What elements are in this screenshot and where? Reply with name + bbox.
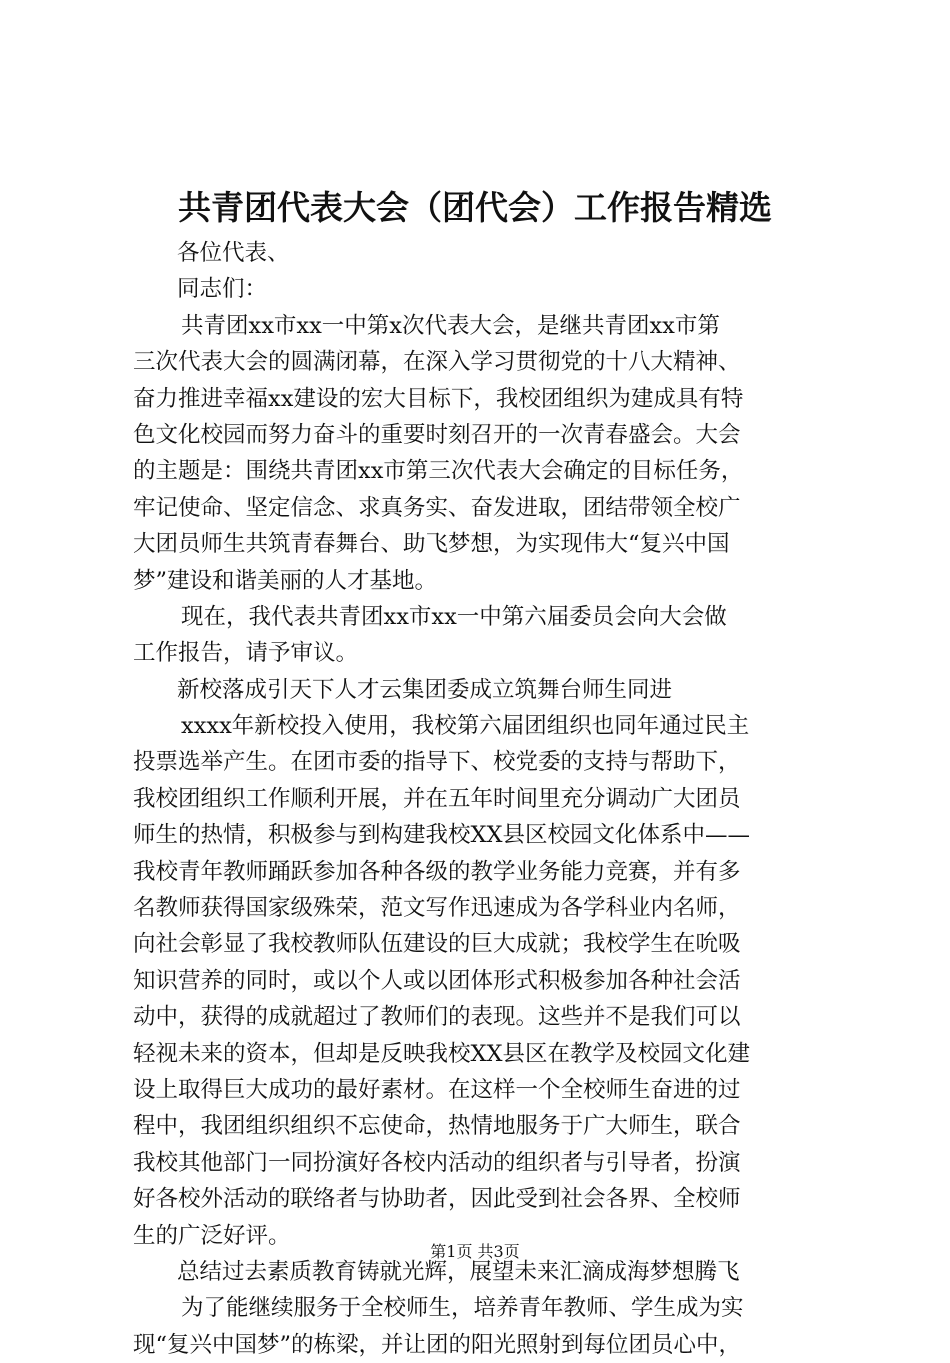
text-line: 梦”建设和谐美丽的人才基地。 [133, 567, 438, 594]
page-footer: 第1页 共3页 [430, 1242, 520, 1261]
text-line: 奋力推进幸福xx建设的宏大目标下，我校团组织为建成具有特 [133, 385, 744, 412]
text-line: 色文化校园而努力奋斗的重要时刻召开的一次青春盛会。大会 [133, 421, 741, 448]
page-title: 共青团代表大会（团代会）工作报告精选 [178, 188, 772, 227]
text-line: 大团员师生共筑青春舞台、助飞梦想，为实现伟大“复兴中国 [133, 531, 730, 558]
text-line: 工作报告，请予审议。 [133, 640, 359, 667]
text-line: 我校团组织工作顺利开展，并在五年时间里充分调动广大团员 [133, 785, 741, 812]
text-line: 为了能继续服务于全校师生，培养青年教师、学生成为实 [181, 1295, 744, 1322]
text-line: 好各校外活动的联络者与协助者，因此受到社会各界、全校师 [133, 1186, 741, 1213]
text-line: 总结过去素质教育铸就光辉，展望未来汇滴成海梦想腾飞 [177, 1258, 740, 1285]
text-line: 共青团xx市xx一中第x次代表大会，是继共青团xx市第 [181, 312, 720, 339]
text-line: 生的广泛好评。 [133, 1222, 291, 1249]
text-line: 新校落成引天下人才云集团委成立筑舞台师生同进 [177, 676, 673, 703]
text-line: 牢记使命、坚定信念、求真务实、奋发进取，团结带领全校广 [133, 494, 741, 521]
text-line: 我校青年教师踊跃参加各种各级的教学业务能力竞赛，并有多 [133, 858, 741, 885]
text-line: 名教师获得国家级殊荣，范文写作迅速成为各学科业内名师， [133, 895, 741, 922]
text-line: 知识营养的同时，或以个人或以团体形式积极参加各种社会活 [133, 967, 741, 994]
text-line: 我校其他部门一同扮演好各校内活动的组织者与引导者，扮演 [133, 1149, 741, 1176]
text-line: 程中，我团组织组织不忘使命，热情地服务于广大师生，联合 [133, 1113, 741, 1140]
text-line: 投票选举产生。在团市委的指导下、校党委的支持与帮助下， [133, 749, 741, 776]
document-body [133, 235, 827, 1363]
text-line: 各位代表、 [177, 240, 290, 266]
text-line: 的主题是：围绕共青团xx市第三次代表大会确定的目标任务， [133, 458, 744, 485]
text-line: 现“复兴中国梦”的栋梁，并让团的阳光照射到每位团员心中， [133, 1331, 742, 1358]
text-line: 现在，我代表共青团xx市xx一中第六届委员会向大会做 [181, 603, 727, 630]
text-line: 三次代表大会的圆满闭幕，在深入学习贯彻党的十八大精神、 [133, 349, 741, 376]
text-line: 师生的热情，积极参与到构建我校XX县区校园文化体系中—— [133, 822, 751, 849]
text-line: 向社会彰显了我校教师队伍建设的巨大成就；我校学生在吮吸 [133, 931, 741, 958]
text-line: 设上取得巨大成功的最好素材。在这样一个全校师生奋进的过 [133, 1076, 741, 1103]
text-line: 轻视未来的资本，但却是反映我校XX县区在教学及校园文化建 [133, 1040, 751, 1067]
text-line: xxxx年新校投入使用，我校第六届团组织也同年通过民主 [181, 713, 750, 740]
text-line: 动中，获得的成就超过了教师们的表现。这些并不是我们可以 [133, 1004, 741, 1031]
text-line: 同志们： [177, 276, 268, 303]
